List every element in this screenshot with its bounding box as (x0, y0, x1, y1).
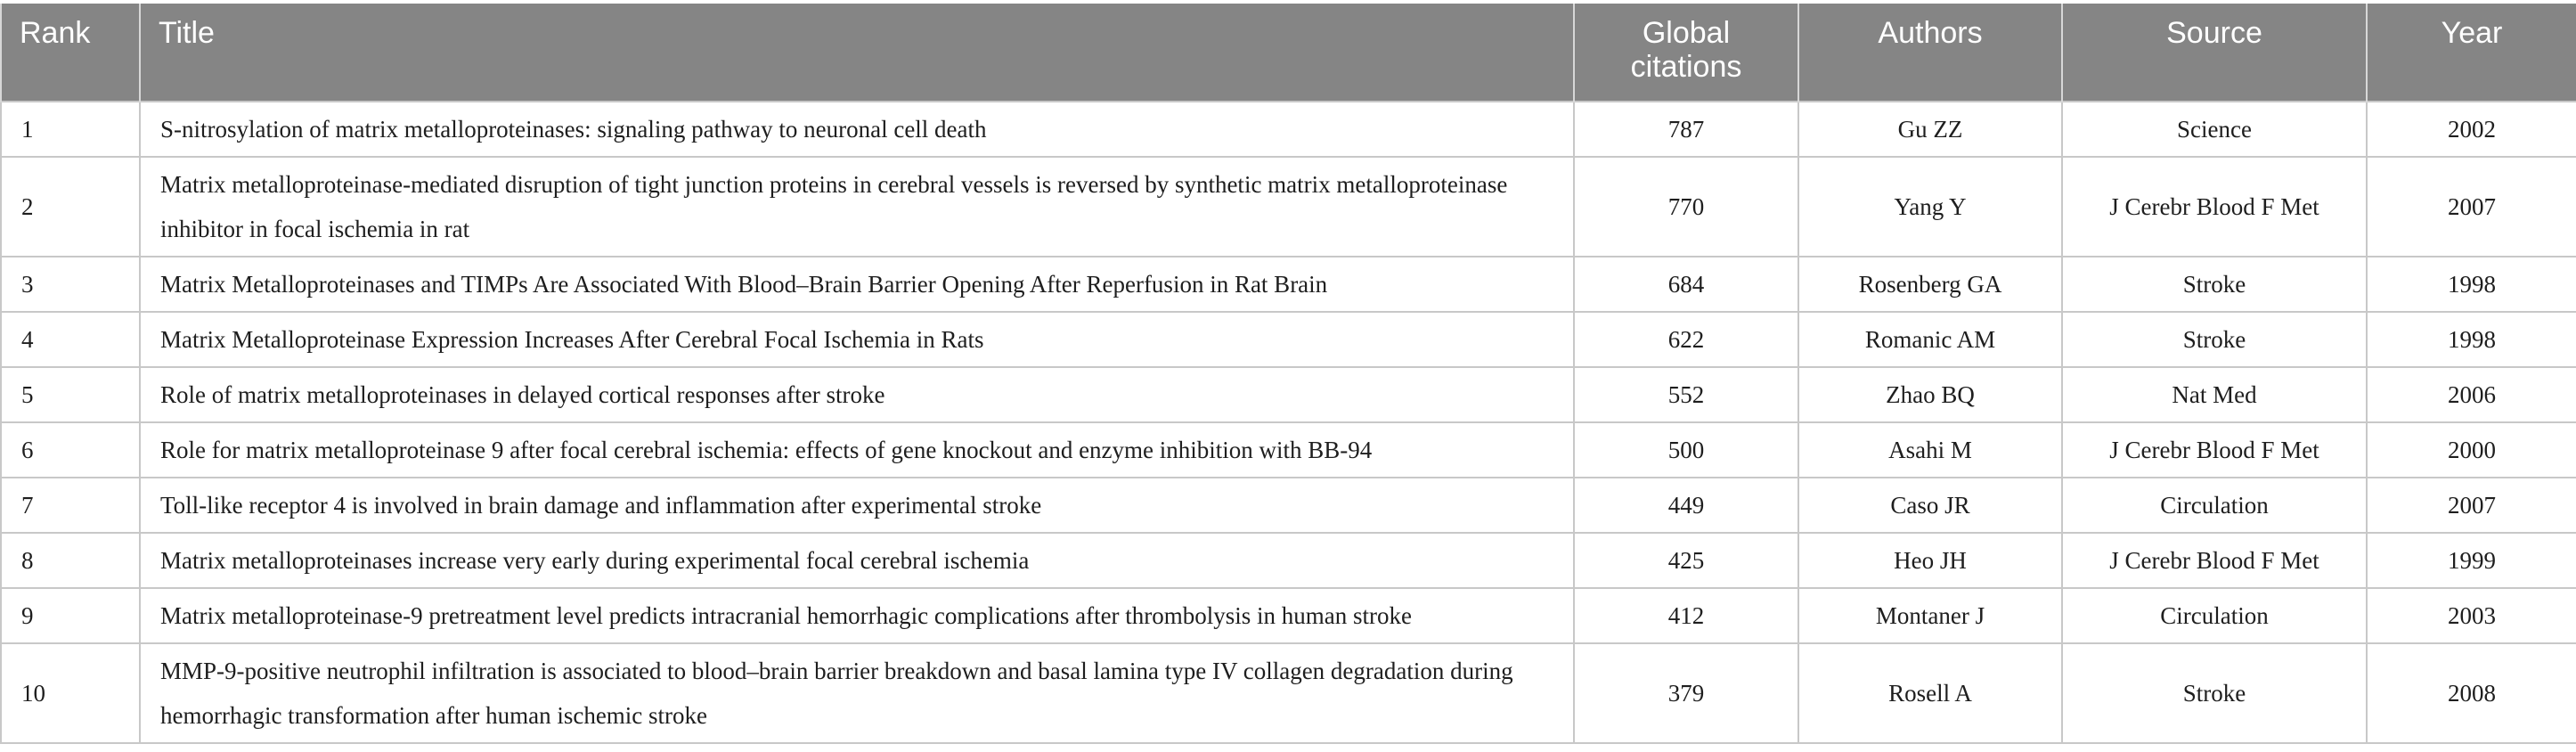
cell-authors: Gu ZZ (1798, 102, 2062, 157)
cell-source: J Cerebr Blood F Met (2062, 157, 2367, 257)
table-row (1, 422, 2576, 478)
cell-year: 2008 (2367, 643, 2576, 743)
cell-source: J Cerebr Blood F Met (2062, 422, 2367, 478)
cell-authors: Zhao BQ (1798, 367, 2062, 422)
table-row (1, 367, 2576, 422)
cell-title: Matrix Metalloproteinases and TIMPs Are Associated With Blood–Brain Barrier Opening After Reperfusion in Rat Brain (140, 257, 1574, 312)
table-row (1, 533, 2576, 588)
cell-year: 2006 (2367, 367, 2576, 422)
cell-rank: 9 (1, 588, 140, 643)
header-global-citations: Global citations (1574, 4, 1798, 102)
cell-authors: Rosenberg GA (1798, 257, 2062, 312)
cell-authors: Yang Y (1798, 157, 2062, 257)
cell-citations: 770 (1574, 157, 1798, 257)
table-row (1, 157, 2576, 257)
cell-title: Role for matrix metalloproteinase 9 after focal cerebral ischemia: effects of gene knockout and enzyme inhibition with BB-94 (140, 422, 1574, 478)
header-year: Year (2367, 4, 2576, 102)
cell-authors: Romanic AM (1798, 312, 2062, 367)
cell-year: 2007 (2367, 157, 2576, 257)
cell-source: Stroke (2062, 312, 2367, 367)
cell-rank: 6 (1, 422, 140, 478)
table-row (1, 312, 2576, 367)
table-header (1, 4, 2576, 102)
table-row (1, 643, 2576, 743)
cell-title: MMP-9-positive neutrophil infiltration is associated to blood–brain barrier breakdown and basal lamina type IV collagen degradation during hemorrhagic transformation after human ischemic stroke (140, 643, 1574, 743)
cell-citations: 552 (1574, 367, 1798, 422)
table-row (1, 588, 2576, 643)
cell-title: Role of matrix metalloproteinases in delayed cortical responses after stroke (140, 367, 1574, 422)
cell-year: 1998 (2367, 257, 2576, 312)
table-row (1, 102, 2576, 157)
top-cited-articles-table (0, 4, 2576, 744)
cell-rank: 3 (1, 257, 140, 312)
cell-authors: Asahi M (1798, 422, 2062, 478)
cell-title: Matrix metalloproteinase-mediated disruption of tight junction proteins in cerebral vessels is reversed by synthetic matrix metalloproteinase inhibitor in focal ischemia in rat (140, 157, 1574, 257)
cell-rank: 10 (1, 643, 140, 743)
cell-title: Matrix metalloproteinases increase very early during experimental focal cerebral ischemia (140, 533, 1574, 588)
cell-rank: 4 (1, 312, 140, 367)
cell-source: Science (2062, 102, 2367, 157)
cell-authors: Heo JH (1798, 533, 2062, 588)
cell-authors: Montaner J (1798, 588, 2062, 643)
cell-citations: 412 (1574, 588, 1798, 643)
citations-table-container (0, 4, 2576, 744)
header-authors: Authors (1798, 4, 2062, 102)
header-rank: Rank (1, 4, 140, 102)
cell-title: Matrix Metalloproteinase Expression Increases After Cerebral Focal Ischemia in Rats (140, 312, 1574, 367)
cell-source: Stroke (2062, 257, 2367, 312)
cell-rank: 5 (1, 367, 140, 422)
cell-source: Nat Med (2062, 367, 2367, 422)
cell-citations: 379 (1574, 643, 1798, 743)
cell-rank: 7 (1, 478, 140, 533)
cell-year: 2007 (2367, 478, 2576, 533)
cell-citations: 449 (1574, 478, 1798, 533)
cell-year: 1998 (2367, 312, 2576, 367)
cell-citations: 787 (1574, 102, 1798, 157)
cell-rank: 1 (1, 102, 140, 157)
cell-source: Stroke (2062, 643, 2367, 743)
cell-year: 2002 (2367, 102, 2576, 157)
cell-title: Toll-like receptor 4 is involved in brain damage and inflammation after experimental stroke (140, 478, 1574, 533)
cell-source: J Cerebr Blood F Met (2062, 533, 2367, 588)
cell-citations: 622 (1574, 312, 1798, 367)
cell-rank: 2 (1, 157, 140, 257)
cell-authors: Rosell A (1798, 643, 2062, 743)
cell-year: 1999 (2367, 533, 2576, 588)
table-body (1, 102, 2576, 743)
cell-authors: Caso JR (1798, 478, 2062, 533)
header-title: Title (140, 4, 1574, 102)
table-row (1, 478, 2576, 533)
cell-source: Circulation (2062, 478, 2367, 533)
cell-title: S-nitrosylation of matrix metalloproteinases: signaling pathway to neuronal cell death (140, 102, 1574, 157)
cell-year: 2003 (2367, 588, 2576, 643)
header-source: Source (2062, 4, 2367, 102)
cell-title: Matrix metalloproteinase-9 pretreatment level predicts intracranial hemorrhagic complications after thrombolysis in human stroke (140, 588, 1574, 643)
cell-citations: 684 (1574, 257, 1798, 312)
table-row (1, 257, 2576, 312)
cell-rank: 8 (1, 533, 140, 588)
cell-source: Circulation (2062, 588, 2367, 643)
cell-citations: 425 (1574, 533, 1798, 588)
header-row (1, 4, 2576, 102)
cell-citations: 500 (1574, 422, 1798, 478)
cell-year: 2000 (2367, 422, 2576, 478)
